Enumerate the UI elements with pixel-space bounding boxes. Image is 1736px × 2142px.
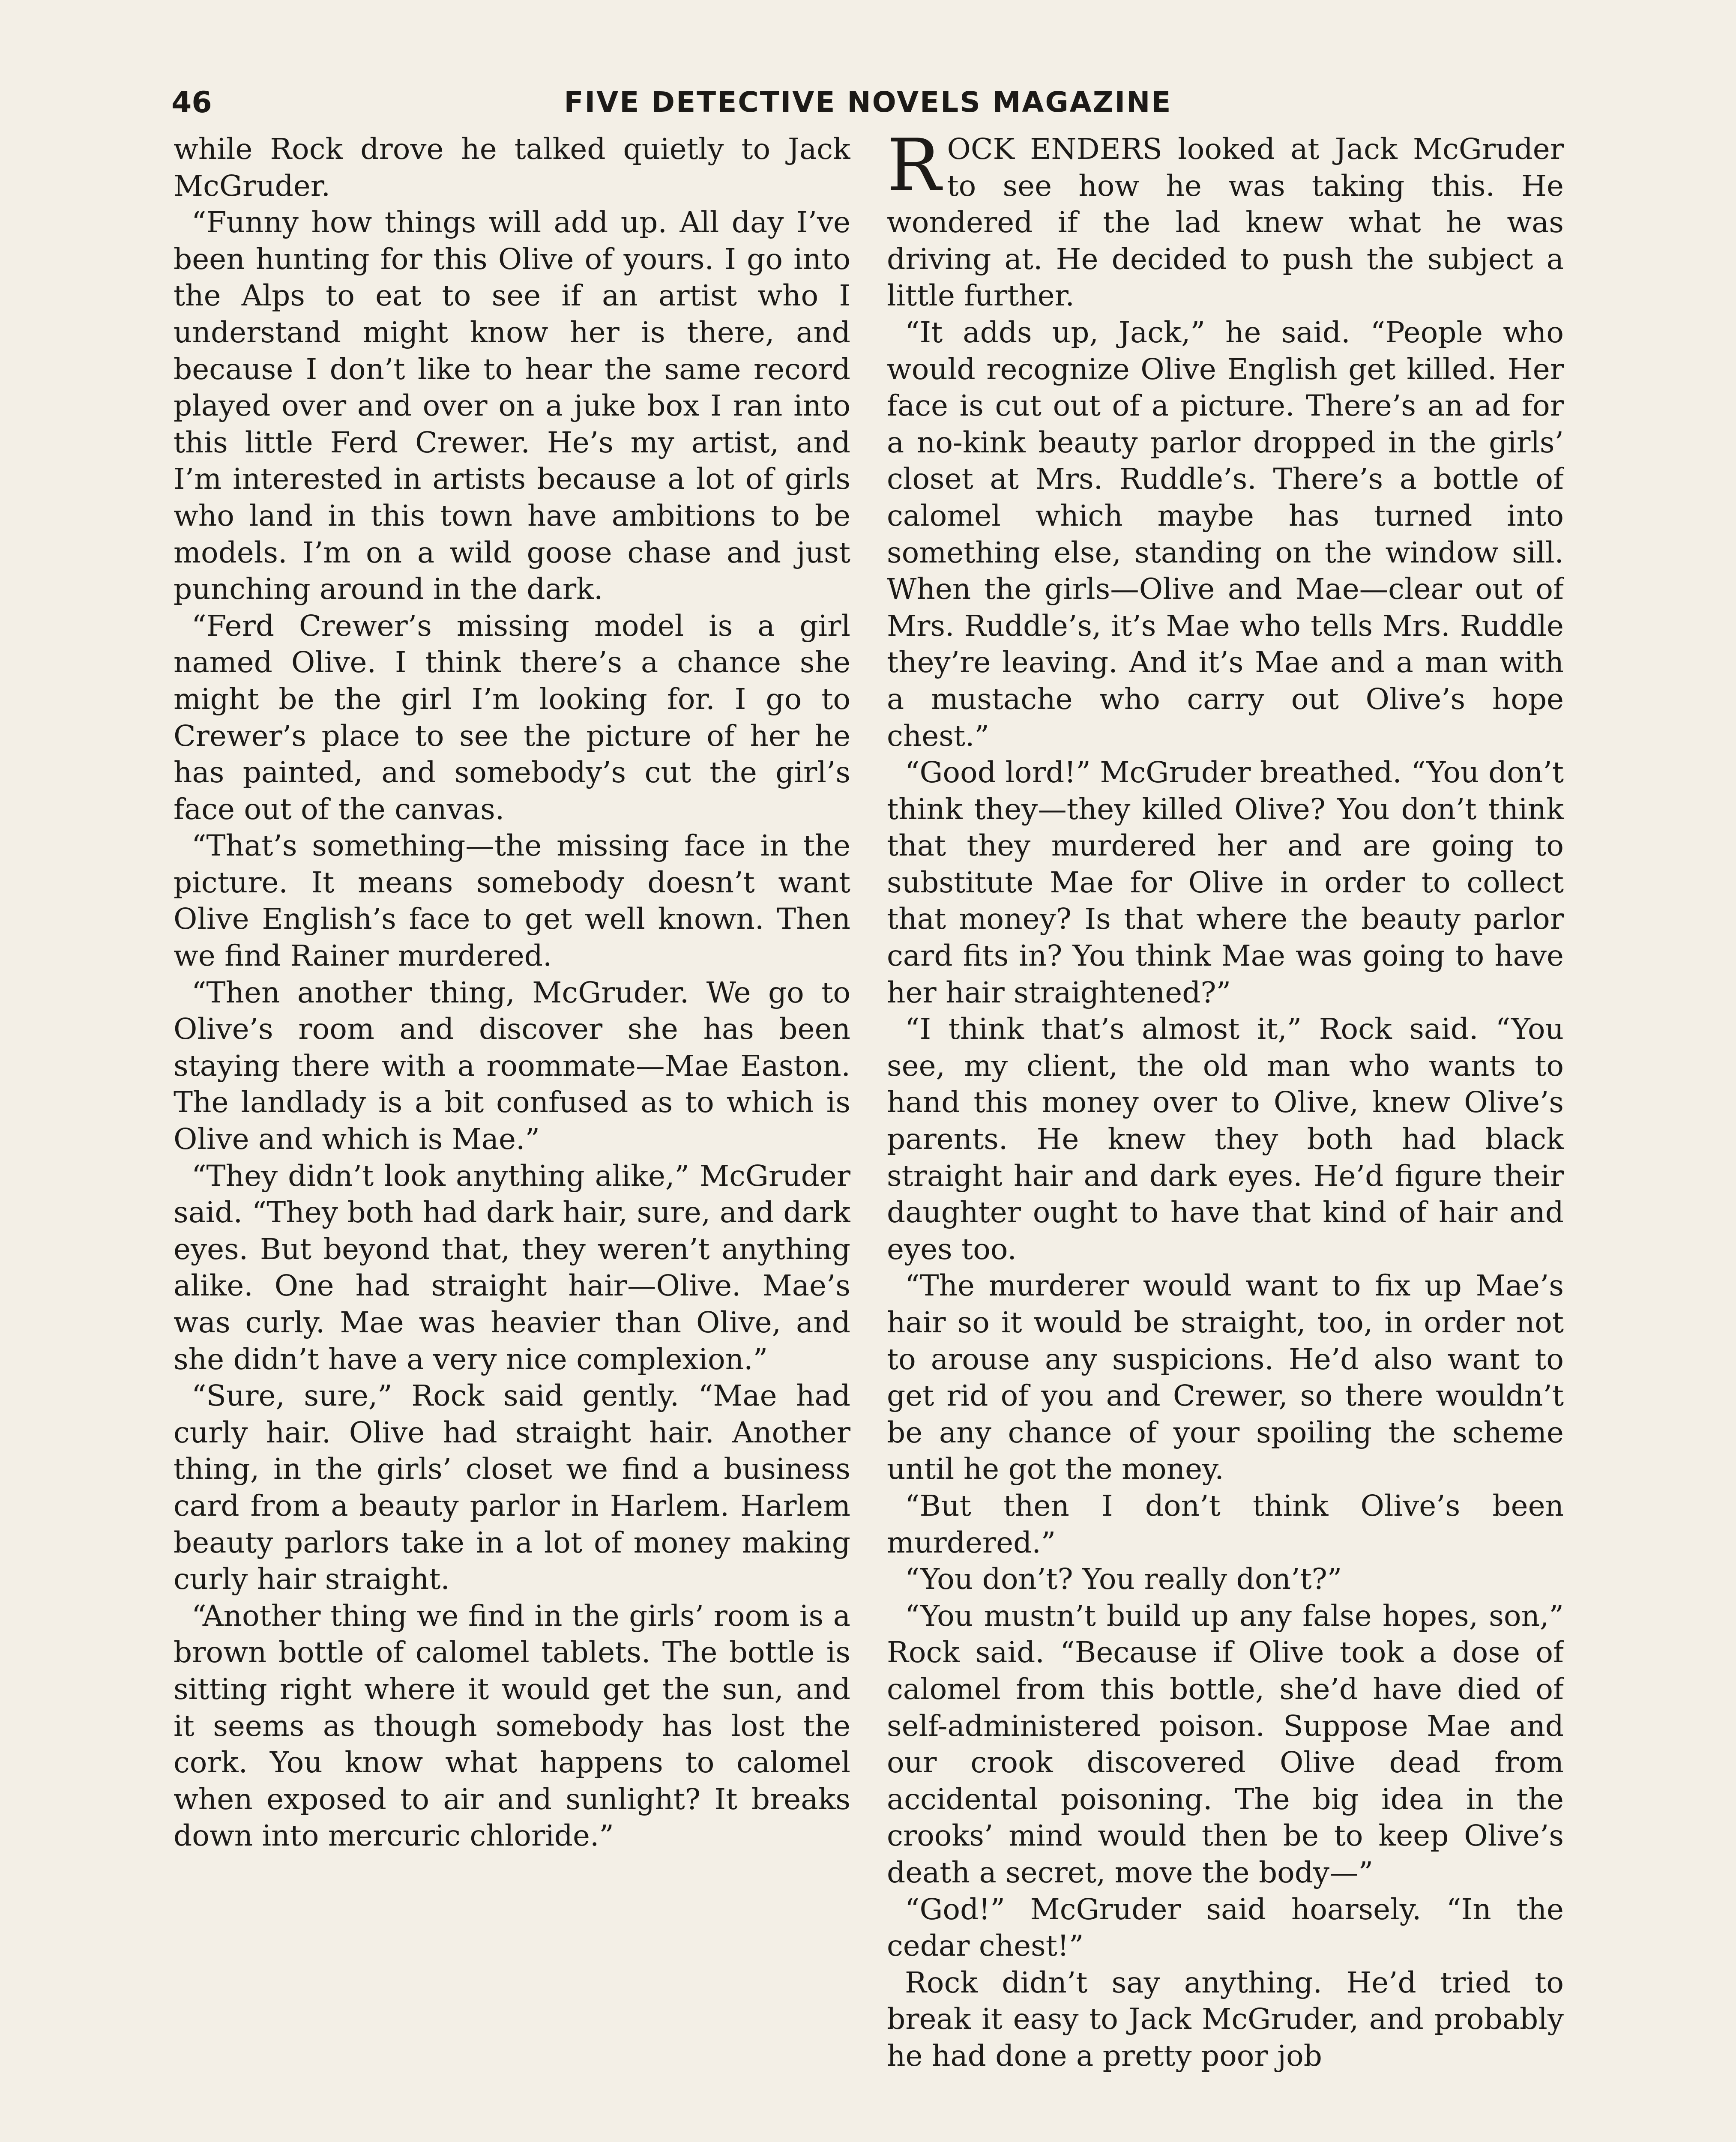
paragraph: “That’s something—the missing face in the picture. It means somebody doesn’t want Olive English’s face to get well known. Then we find Rainer murdered. <box>174 829 850 973</box>
paragraph: “You don’t? You really don’t?” <box>905 1562 1342 1596</box>
paragraph: “Another thing we find in the girls’ room is a brown bottle of calomel tablets. The bottle is sitting right where it would get the sun, and it seems as though somebody has lost the cork. You know what happens to calomel when exposed to air and sunlight? It breaks down into mercuric chloride.” <box>174 1598 850 1853</box>
opening-text: OCK ENDERS looked at Jack McGruder to see how he was taking this. He wondered if the lad knew what he was driving at. He decided to push the subject a little further. <box>887 132 1564 313</box>
paragraph: “I think that’s almost it,” Rock said. “You see, my client, the old man who wants to hand this money over to Olive, knew Olive’s parents. He knew they both had black straight hair and dark eyes. He’d figure their daughter ought to have that kind of hair and eyes too. <box>887 1012 1564 1266</box>
paragraph: “Then another thing, McGruder. We go to Olive’s room and discover she has been staying there with a roommate—Mae Easton. The landlady is a bit confused as to which is Olive and which is Mae.” <box>174 975 850 1156</box>
paragraph: “Funny how things will add up. All day I’ve been hunting for this Olive of yours. I go into the Alps to eat to see if an artist who I understand might know her is there, and because I don’t like to hear the same record played over and over on a juke box I ran into this little Ferd Crewer. He’s my artist, and I’m interested in artists because a lot of girls who land in this town have ambitions to be models. I’m on a wild goose chase and just punching around in the dark. <box>174 205 850 606</box>
running-title: FIVE DETECTIVE NOVELS MAGAZINE <box>564 86 1172 119</box>
paragraph: “Good lord!” McGruder breathed. “You don’t think they—they killed Olive? You don’t think that they murdered her and are going to substitute Mae for Olive in order to collect that money? Is that where the beauty parlor card fits in? You think Mae was going to have her hair straightened?” <box>887 755 1564 1009</box>
opening-paragraph <box>887 131 1564 314</box>
page-header <box>171 86 1565 133</box>
drop-cap: R <box>887 131 941 207</box>
paragraph: “It adds up, Jack,” he said. “People who would recognize Olive English get killed. Her face is cut out of a picture. There’s an ad for a no-kink beauty parlor dropped in the girls’ closet at Mrs. Ruddle’s. There’s a bottle of calomel which maybe has turned into something else, standing on the window sill. When the girls—Olive and Mae—clear out of Mrs. Ruddle’s, it’s Mae who tells Mrs. Ruddle they’re leaving. And it’s Mae and a man with a mustache who carry out Olive’s hope chest.” <box>887 315 1564 753</box>
paragraph: while Rock drove he talked quietly to Jack McGruder. <box>174 132 850 203</box>
paragraph: “Sure, sure,” Rock said gently. “Mae had curly hair. Olive had straight hair. Another thing, in the girls’ closet we find a business card from a beauty parlor in Harlem. Harlem beauty parlors take in a lot of money making curly hair straight. <box>174 1379 850 1596</box>
paragraph: “They didn’t look anything alike,” McGruder said. “They both had dark hair, sure, and dark eyes. But beyond that, they weren’t anything alike. One had straight hair—Olive. Mae’s was curly. Mae was heavier than Olive, and she didn’t have a very nice complexion.” <box>174 1158 850 1376</box>
paragraph: “You mustn’t build up any false hopes, son,” Rock said. “Because if Olive took a dose of calomel from this bottle, she’d have died of self-administered poison. Suppose Mae and our crook discovered Olive dead from accidental poisoning. The big idea in the crooks’ mind would then be to keep Olive’s death a secret, move the body—” <box>887 1598 1564 1889</box>
paragraph: “Ferd Crewer’s missing model is a girl named Olive. I think there’s a chance she might be the girl I’m looking for. I go to Crewer’s place to see the picture of her he has painted, and somebody’s cut the girl’s face out of the canvas. <box>174 608 850 826</box>
page-number: 46 <box>171 86 212 120</box>
paragraph: “The murderer would want to fix up Mae’s hair so it would be straight, too, in order not to arouse any suspicions. He’d also want to get rid of you and Crewer, so there wouldn’t be any chance of your spoiling the scheme until he got the money. <box>887 1268 1564 1486</box>
paragraph: “But then I don’t think Olive’s been murdered.” <box>887 1488 1564 1559</box>
paragraph: “God!” McGruder said hoarsely. “In the cedar chest!” <box>887 1892 1564 1963</box>
paragraph: Rock didn’t say anything. He’d tried to break it easy to Jack McGruder, and probably he had done a pretty poor job <box>887 1965 1564 2073</box>
left-column <box>174 131 850 2142</box>
right-column <box>887 131 1564 2142</box>
